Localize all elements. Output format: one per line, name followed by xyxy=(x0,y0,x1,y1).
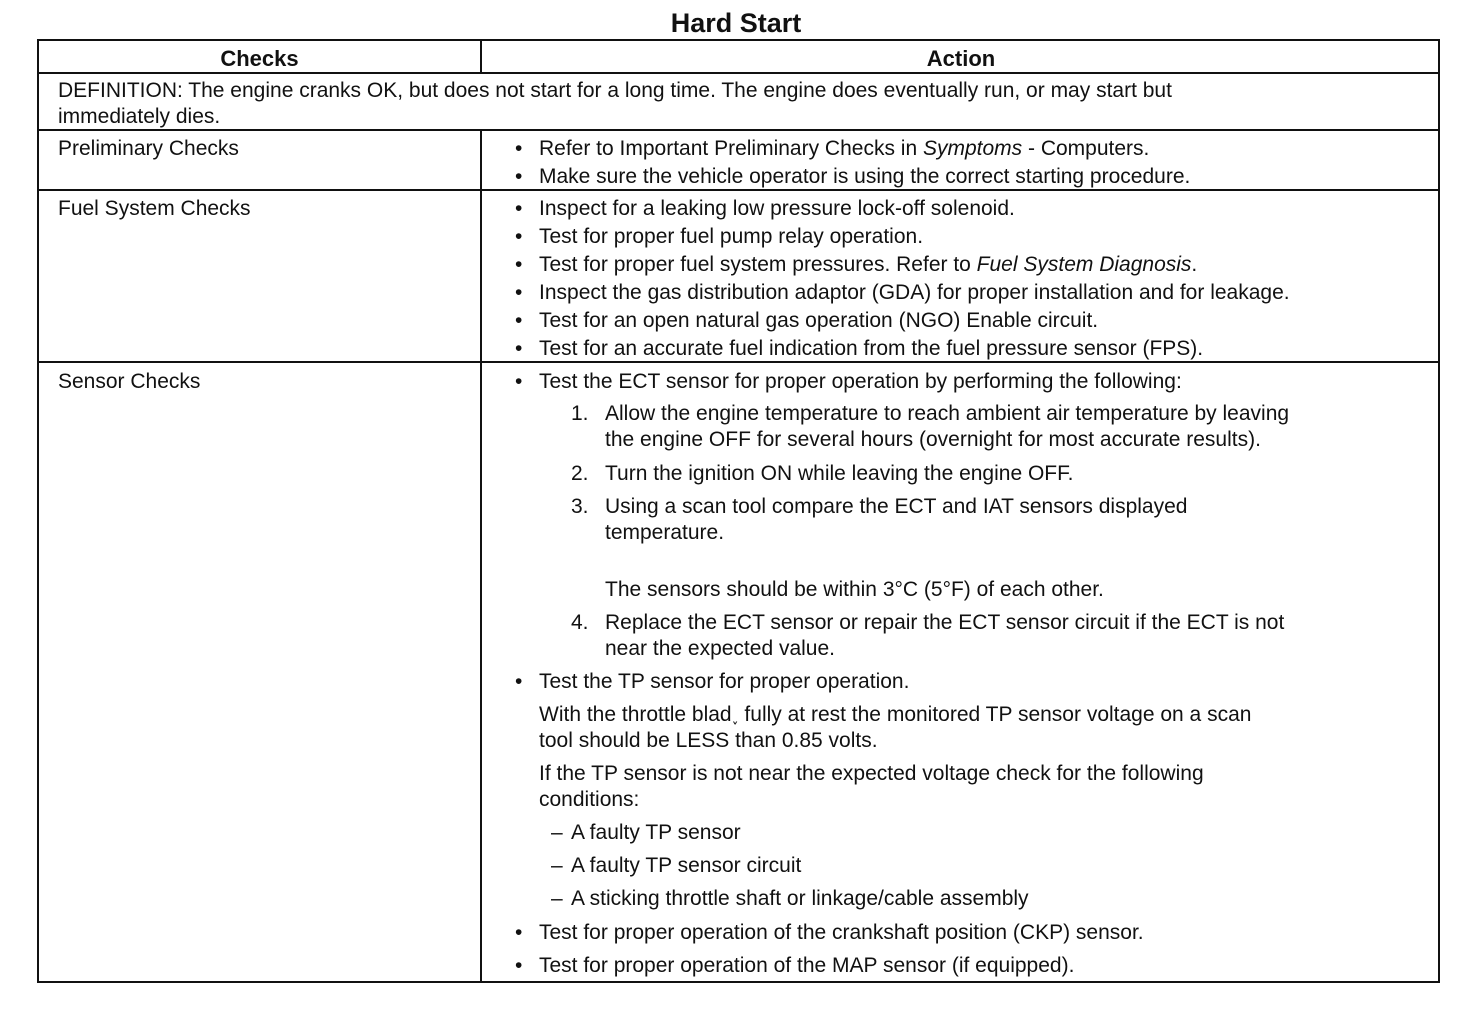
list-item: • Test the ECT sensor for proper operation by performing the following: xyxy=(539,369,1182,395)
tp-paragraph-line: tool should be LESS than 0.85 volts. xyxy=(539,729,878,752)
list-item: • Test for an open natural gas operation (NGO) Enable circuit. xyxy=(539,308,1098,334)
step-note: The sensors should be within 3°C (5°F) of each other. xyxy=(605,578,1104,601)
list-item: • Test for proper fuel system pressures. Refer to Fuel System Diagnosis. xyxy=(539,252,1197,278)
list-item: • Make sure the vehicle operator is using the correct starting procedure. xyxy=(539,164,1190,190)
hard-start-table xyxy=(37,39,1440,983)
list-item: • Inspect the gas distribution adaptor (GDA) for proper installation and for leakage. xyxy=(539,280,1290,306)
tp-paragraph-line: If the TP sensor is not near the expected voltage check for the following xyxy=(539,762,1204,785)
list-item: • Test for proper fuel pump relay operation. xyxy=(539,224,923,250)
page-title: Hard Start xyxy=(670,8,802,38)
action-column-header: Action xyxy=(926,46,996,71)
tp-paragraph-line: conditions: xyxy=(539,788,640,811)
condition-item: – A faulty TP sensor xyxy=(571,820,741,846)
checks-column-header: Checks xyxy=(220,46,299,71)
list-item: • Inspect for a leaking low pressure lock-off solenoid. xyxy=(539,196,1015,222)
tp-paragraph-line: With the throttle blad˯ fully at rest the monitored TP sensor voltage on a scan xyxy=(539,703,1252,726)
numbered-step: 3. Using a scan tool compare the ECT and IAT sensors displayed temperature. xyxy=(571,495,1188,544)
column-divider xyxy=(480,131,482,983)
sensor-checks-label: Sensor Checks xyxy=(58,370,201,393)
column-divider xyxy=(480,41,482,74)
definition-text-line2: immediately dies. xyxy=(58,105,221,128)
numbered-step: 2. Turn the ignition ON while leaving the engine OFF. xyxy=(571,462,1074,485)
list-item: • Refer to Important Preliminary Checks in Symptoms - Computers. xyxy=(539,136,1149,162)
list-item: • Test for proper operation of the crankshaft position (CKP) sensor. xyxy=(539,920,1144,946)
row-divider xyxy=(39,129,1438,131)
condition-item: – A faulty TP sensor circuit xyxy=(571,853,801,879)
preliminary-checks-label: Preliminary Checks xyxy=(58,137,239,160)
definition-text-line1: DEFINITION: The engine cranks OK, but does not start for a long time. The engine does eventually run, or may start but xyxy=(58,79,1172,102)
fuel-system-checks-label: Fuel System Checks xyxy=(58,197,251,220)
row-divider xyxy=(39,72,1438,74)
list-item: • Test the TP sensor for proper operation. xyxy=(539,669,909,695)
list-item: • Test for proper operation of the MAP sensor (if equipped). xyxy=(539,953,1074,979)
condition-item: – A sticking throttle shaft or linkage/cable assembly xyxy=(571,886,1029,912)
numbered-step: 1. Allow the engine temperature to reach ambient air temperature by leaving the engine OFF for several hours (overnight for most accurate results). xyxy=(571,402,1290,451)
numbered-step: 4. Replace the ECT sensor or repair the ECT sensor circuit if the ECT is not near the expected value. xyxy=(571,611,1285,660)
list-item: • Test for an accurate fuel indication from the fuel pressure sensor (FPS). xyxy=(539,336,1203,362)
